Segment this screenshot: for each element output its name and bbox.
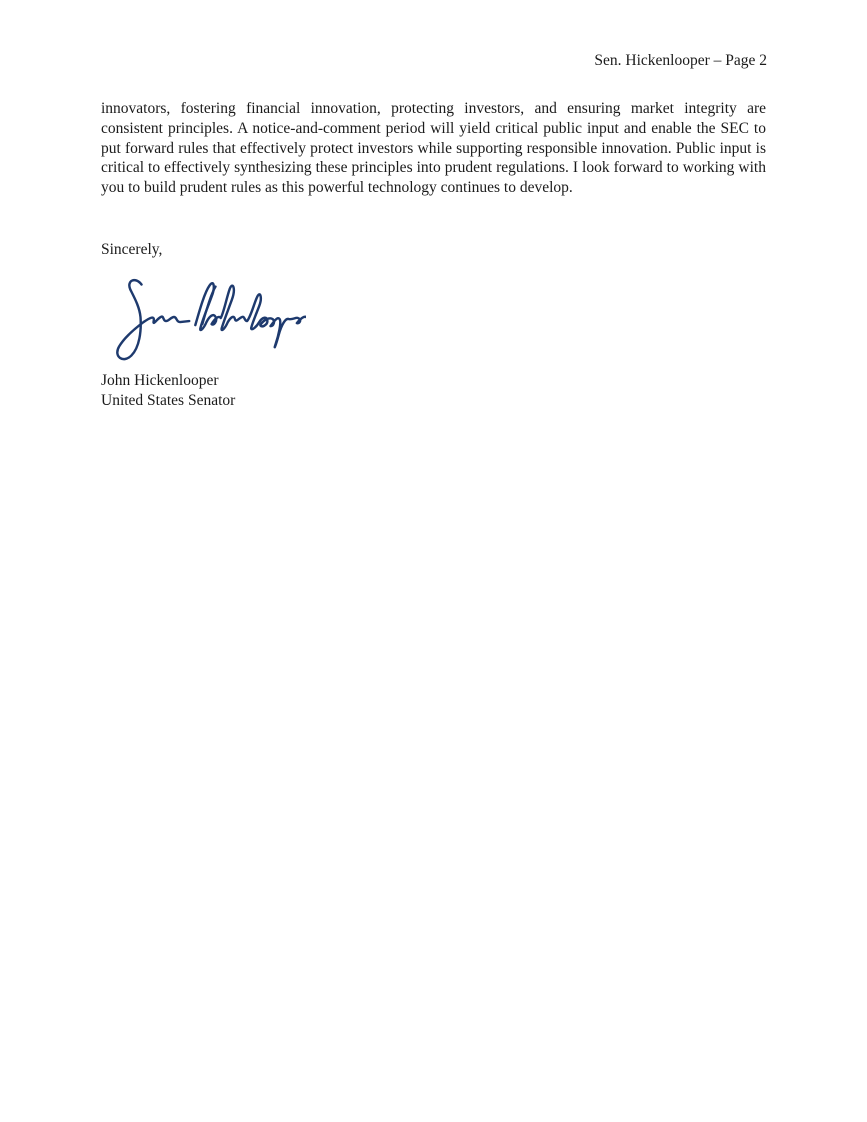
closing-salutation: Sincerely, [101,241,163,258]
signature-image [108,272,306,364]
signer-block [101,371,235,410]
signer-name: John Hickenlooper [101,372,219,389]
signature-stroke-john [117,280,189,359]
signer-title: United States Senator [101,391,236,409]
body-paragraph: innovators, fostering financial innovation, protecting investors, and ensuring market integrity are consistent principles. A notice-and-comment period will yield critical public input and enable the SEC to put forward rules that effectively protect investors while supporting responsible innovation. Public input is critical to effectively synthesizing these principles into prudent regulations. I look forward to working with you to build prudent rules as this powerful technology continues to develop. [101,100,766,197]
signature-svg [108,272,306,364]
page-header: Sen. Hickenlooper – Page 2 [594,52,767,69]
